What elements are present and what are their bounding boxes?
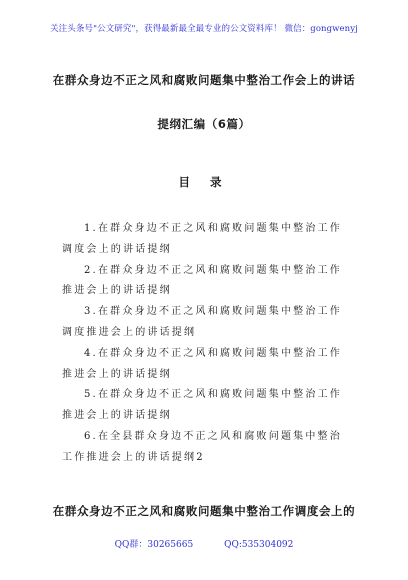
table-of-contents	[62, 219, 346, 469]
toc-item[interactable]: 3.在群众身边不正之风和腐败问题集中整治工作调度推进会上的讲话提纲	[62, 306, 342, 338]
promo-banner[interactable]: 关注头条号"公文研究"，获得最新最全最专业的公文资料库！ 微信：gongwenyj	[50, 24, 358, 34]
qq-group-text: QQ群：30265665	[114, 540, 194, 550]
section-title: 在群众身边不正之风和腐败问题集中整治工作调度会上的	[52, 504, 356, 518]
document-title-line-2: 提纲汇编（6篇）	[157, 117, 251, 131]
toc-item[interactable]: 2.在群众身边不正之风和腐败问题集中整治工作推进会上的讲话提纲	[62, 264, 342, 297]
document-title-line-1: 在群众身边不正之风和腐败问题集中整治工作会上的讲话	[52, 73, 356, 87]
toc-heading: 目 录	[178, 175, 230, 189]
toc-item[interactable]: 1.在群众身边不正之风和腐败问题集中整治工作调度会上的讲话提纲	[62, 223, 342, 255]
document-title	[0, 72, 408, 132]
toc-item[interactable]: 5.在群众身边不正之风和腐败问题集中整治工作推进会上的讲话提纲	[62, 389, 342, 422]
footer-contact	[0, 537, 408, 550]
qq-number-text: QQ:535304092	[224, 540, 294, 550]
toc-item[interactable]: 4.在群众身边不正之风和腐败问题集中整治工作推进会上的讲话提纲	[62, 347, 342, 380]
toc-item[interactable]: 6.在全县群众身边不正之风和腐败问题集中整治工作推进会上的讲话提纲2	[62, 430, 342, 463]
